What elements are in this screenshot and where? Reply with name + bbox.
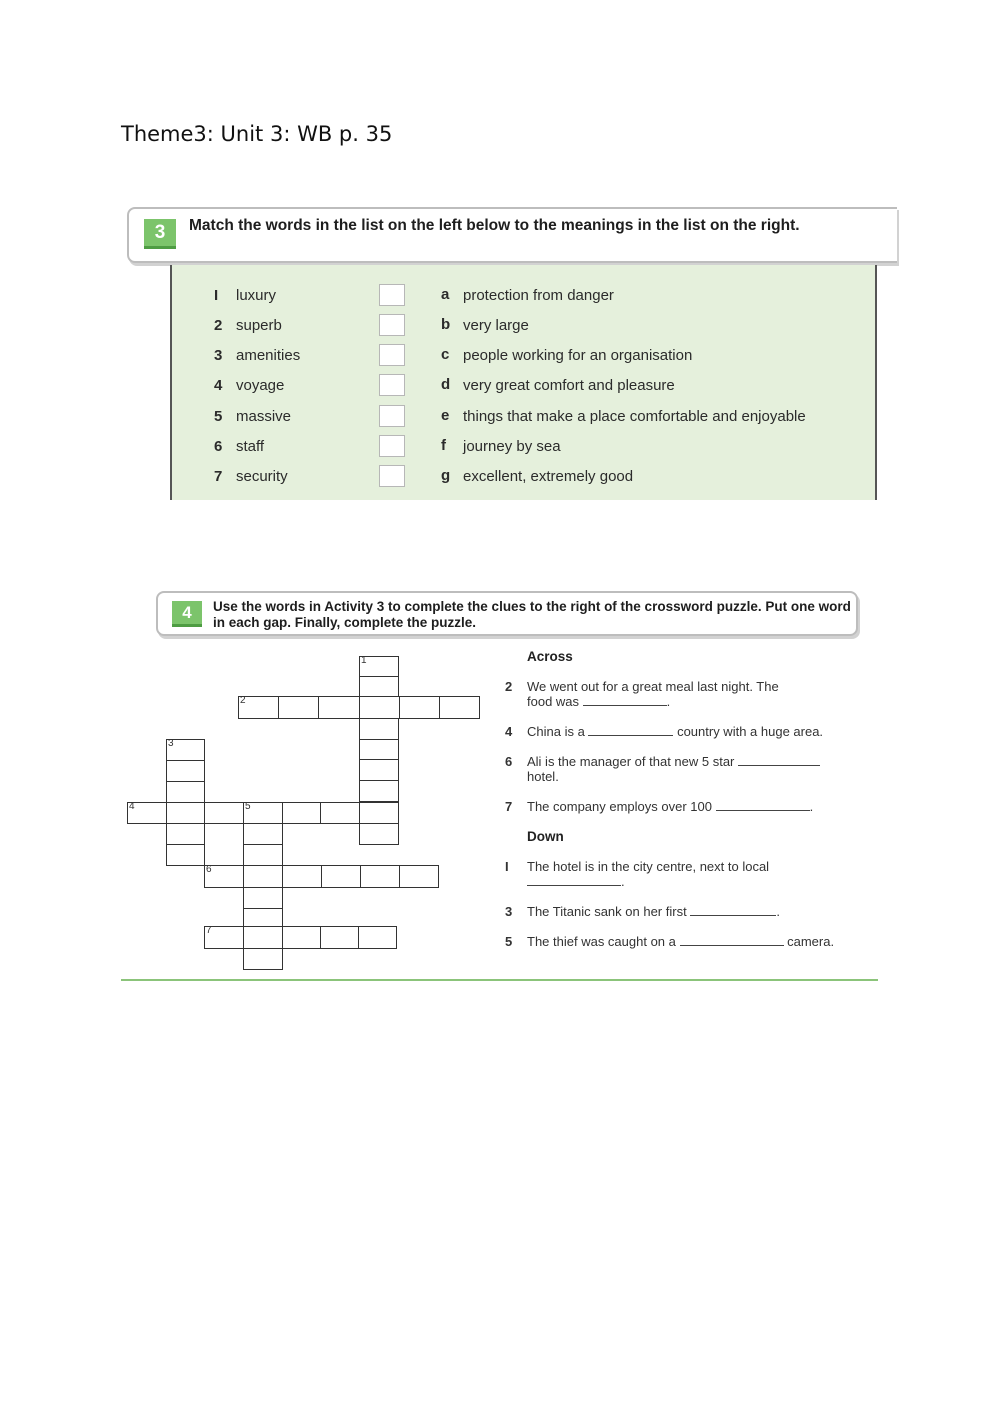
clue-line (527, 754, 877, 769)
clue-number: 5 (505, 934, 513, 949)
clue-text (527, 754, 877, 784)
answer-blank[interactable] (583, 694, 667, 706)
crossword-cell[interactable] (359, 823, 399, 845)
meaning-letter: e (441, 407, 450, 424)
crossword-cell[interactable] (359, 802, 399, 824)
answer-box[interactable] (379, 284, 405, 306)
meaning-text: protection from danger (463, 287, 614, 304)
crossword-cell[interactable] (166, 802, 205, 824)
activity-number-badge: 3 (144, 219, 176, 249)
clue-number: 3 (168, 738, 174, 749)
match-row (172, 434, 877, 464)
item-word: massive (236, 408, 292, 425)
crossword-cell[interactable] (439, 696, 480, 719)
answer-box[interactable] (379, 465, 405, 487)
item-word: superb (236, 317, 282, 334)
clue-line: We went out for a great meal last night. The (527, 679, 779, 694)
answer-box[interactable] (379, 435, 405, 457)
clue-number: 2 (505, 679, 513, 694)
crossword-cell[interactable] (359, 718, 399, 740)
crossword-cell[interactable] (243, 948, 283, 970)
crossword-cell[interactable] (204, 865, 244, 888)
clue-fragment: food was (527, 694, 580, 709)
crossword-cell[interactable] (318, 696, 360, 719)
item-word: amenities (236, 347, 301, 364)
meaning-text: very large (463, 317, 529, 334)
item-number: 3 (214, 347, 223, 364)
clue-text (527, 904, 877, 919)
crossword-cell[interactable] (166, 781, 205, 803)
item-word: security (236, 468, 288, 485)
clue-number: I (505, 859, 509, 874)
clue-number: 4 (505, 724, 513, 739)
clue-line: The hotel is in the city centre, next to local (527, 859, 770, 874)
answer-box[interactable] (379, 405, 405, 427)
crossword-cell[interactable] (399, 865, 439, 888)
crossword-cell[interactable] (282, 802, 321, 824)
item-number: 2 (214, 317, 223, 334)
section-divider (121, 979, 878, 981)
crossword-cell[interactable] (399, 696, 440, 719)
crossword-cell[interactable] (243, 865, 283, 888)
crossword-cell[interactable] (243, 844, 283, 866)
match-row (172, 464, 877, 494)
clue-number: 1 (361, 655, 367, 666)
answer-box[interactable] (379, 344, 405, 366)
page-title: Theme3: Unit 3: WB p. 35 (121, 122, 393, 146)
crossword-cell[interactable] (166, 823, 205, 845)
crossword-cell[interactable] (320, 802, 360, 824)
clue-fragment: . (809, 799, 814, 814)
crossword-cell[interactable] (282, 926, 321, 949)
clue-fragment: Ali is the manager of that new 5 star (527, 754, 735, 769)
crossword-cell[interactable] (166, 844, 205, 866)
activity-4-header (156, 591, 858, 636)
activity-instruction: Match the words in the list on the left below to the meanings in the list on the right. (189, 217, 800, 234)
match-row (172, 343, 877, 373)
crossword-cell[interactable] (166, 760, 205, 782)
clue-number: 4 (129, 801, 135, 812)
crossword-cell[interactable] (166, 739, 205, 761)
crossword-cell[interactable] (243, 823, 283, 845)
match-row (172, 404, 877, 434)
clue-text (527, 859, 877, 889)
item-word: luxury (236, 287, 277, 304)
meaning-letter: d (441, 376, 451, 393)
clue-text (527, 724, 877, 739)
meaning-text: very great comfort and pleasure (463, 377, 675, 394)
clue-fragment: The Titanic sank on her first (527, 904, 687, 919)
match-row (172, 373, 877, 403)
item-number: 4 (214, 377, 223, 394)
activity-3-header (127, 207, 897, 263)
answer-blank[interactable] (588, 724, 673, 736)
crossword-cell[interactable] (243, 802, 283, 824)
crossword-cell[interactable] (278, 696, 319, 719)
crossword-cell[interactable] (243, 908, 283, 928)
meaning-text: things that make a place comfortable and enjoyable (463, 408, 806, 425)
match-row (172, 313, 877, 343)
clue-number: 5 (245, 801, 251, 812)
answer-blank[interactable] (738, 754, 820, 766)
activity-number-badge: 4 (172, 601, 202, 627)
item-number: 5 (214, 408, 223, 425)
clue-line (527, 694, 877, 709)
clue-fragment: . (621, 874, 625, 889)
meaning-letter: c (441, 346, 450, 363)
clue-fragment: The company employs over 100 (527, 799, 712, 814)
answer-blank[interactable] (716, 799, 810, 811)
crossword-cell[interactable] (320, 926, 359, 949)
crossword-cell[interactable] (204, 926, 244, 949)
crossword-cell[interactable] (360, 865, 400, 888)
item-word: voyage (236, 377, 285, 394)
clue-fragment: The thief was caught on a (527, 934, 676, 949)
clue-text (527, 934, 877, 949)
clue-fragment: China is a (527, 724, 585, 739)
item-number: 6 (214, 438, 223, 455)
crossword-cell[interactable] (359, 696, 400, 719)
answer-blank[interactable] (680, 934, 784, 946)
clue-text (527, 679, 877, 709)
meaning-letter: b (441, 316, 451, 333)
item-word: staff (236, 438, 265, 455)
crossword-cell[interactable] (358, 926, 397, 949)
answer-box[interactable] (379, 314, 405, 336)
clue-fragment: country with a huge area. (677, 724, 824, 739)
crossword-cell[interactable] (359, 656, 399, 677)
crossword-cell[interactable] (359, 676, 399, 697)
clue-fragment: . (776, 904, 780, 919)
meaning-text: excellent, extremely good (463, 468, 634, 485)
matching-panel (170, 265, 877, 500)
clue-fragment: camera. (787, 934, 835, 949)
crossword-cell[interactable] (243, 926, 283, 949)
crossword-cell[interactable] (359, 780, 399, 802)
meaning-letter: g (441, 467, 451, 484)
item-number: I (214, 287, 219, 304)
clue-text (527, 799, 877, 814)
item-number: 7 (214, 468, 223, 485)
meaning-letter: a (441, 286, 450, 303)
clue-number: 7 (505, 799, 513, 814)
answer-blank[interactable] (527, 874, 621, 886)
crossword-cell[interactable] (243, 887, 283, 909)
clue-line (527, 874, 877, 889)
answer-box[interactable] (379, 374, 405, 396)
meaning-text: people working for an organisation (463, 347, 693, 364)
across-heading: Across (527, 649, 573, 664)
crossword-cell[interactable] (359, 739, 399, 760)
clue-number: 3 (505, 904, 513, 919)
match-row (172, 283, 877, 313)
crossword-cell[interactable] (359, 759, 399, 781)
clue-number: 2 (240, 695, 246, 706)
meaning-text: journey by sea (463, 438, 561, 455)
crossword-cell[interactable] (321, 865, 361, 888)
clue-number: 7 (206, 925, 212, 936)
crossword-cell[interactable] (238, 696, 279, 719)
crossword-cell[interactable] (282, 865, 322, 888)
clue-line: hotel. (527, 769, 559, 784)
clue-fragment: . (666, 694, 671, 709)
crossword-cell[interactable] (204, 802, 244, 824)
answer-blank[interactable] (690, 904, 776, 916)
activity-instruction: Use the words in Activity 3 to complete the clues to the right of the crossword puzzle. Put one word in each gap. Finally, complete the puzzle. (213, 599, 851, 630)
clue-number: 6 (206, 864, 212, 875)
meaning-letter: f (441, 437, 446, 454)
clue-number: 6 (505, 754, 513, 769)
down-heading: Down (527, 829, 564, 844)
crossword-cell[interactable] (127, 802, 167, 824)
